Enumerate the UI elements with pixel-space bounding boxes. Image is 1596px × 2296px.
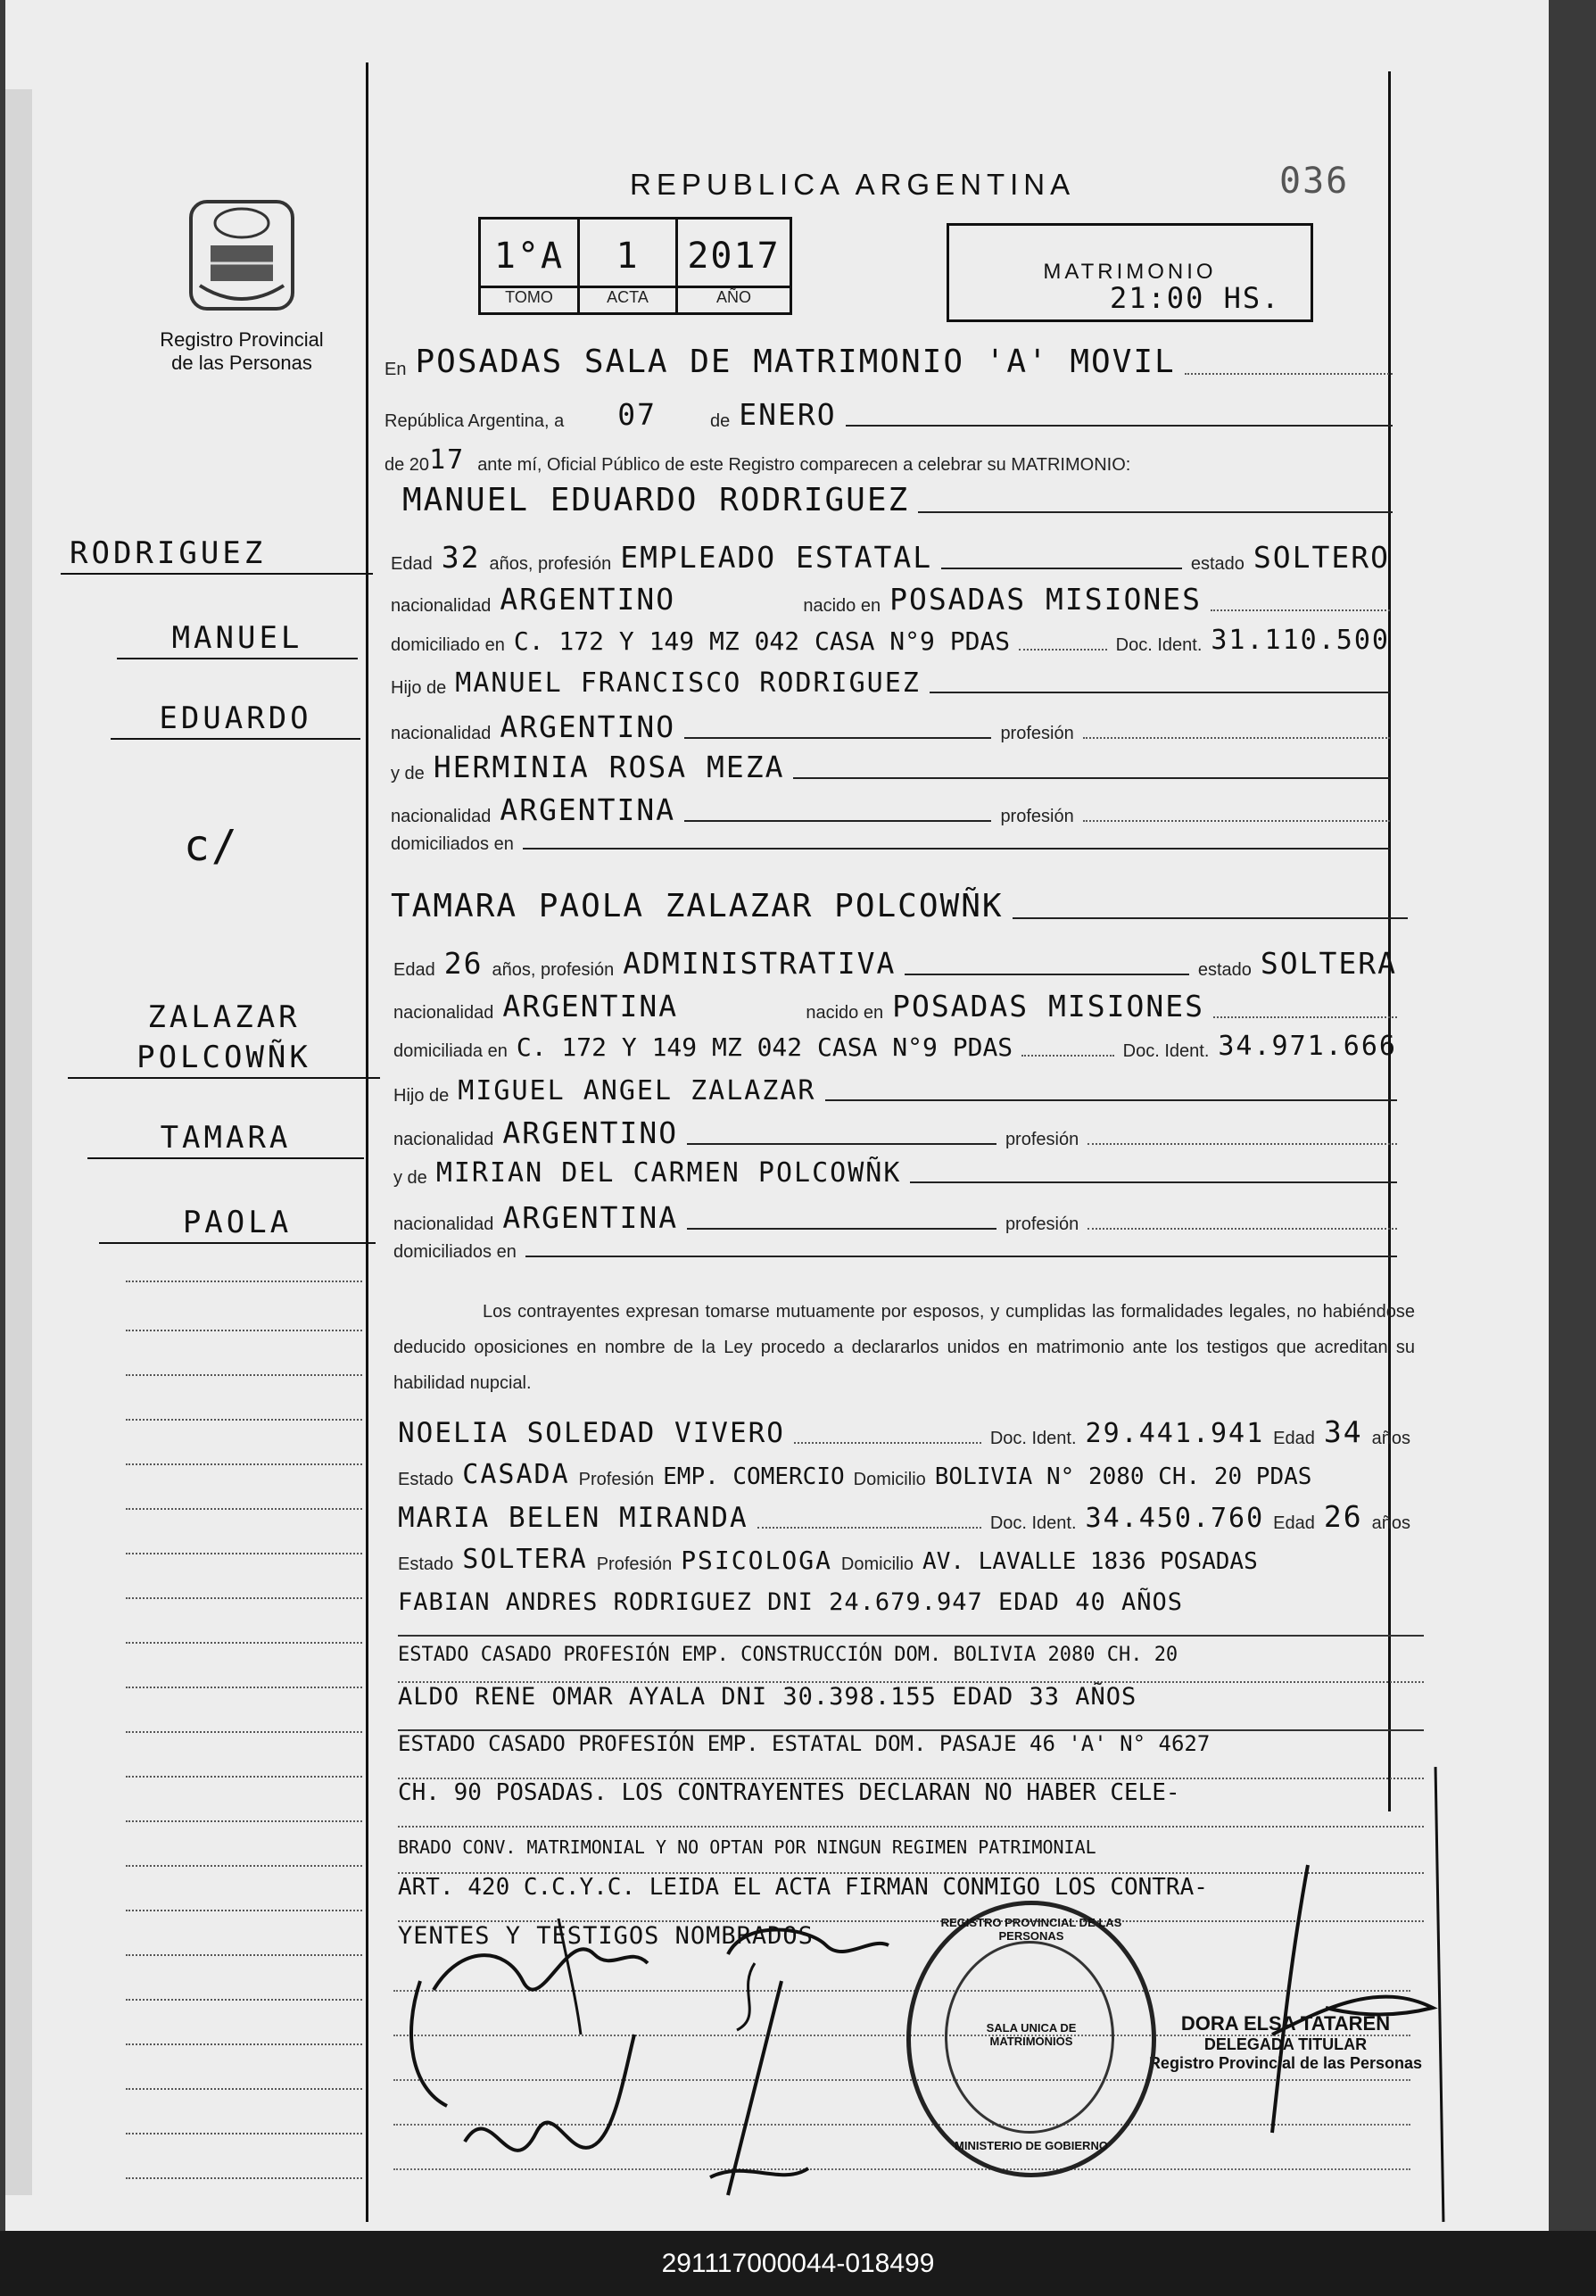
note-line: CH. 90 POSADAS. LOS CONTRAYENTES DECLARAN NO HABER CELE- xyxy=(398,1779,1424,1828)
doc-label: Doc. Ident. xyxy=(1122,1041,1210,1061)
bride-address: C. 172 Y 149 MZ 042 CASA N°9 PDAS xyxy=(516,1032,1013,1062)
margin-guide xyxy=(126,2043,362,2047)
nacionalidad-label: nacionalidad xyxy=(391,596,492,616)
bride-mother: MIRIAN DEL CARMEN POLCOWÑK xyxy=(435,1157,902,1189)
margin-bride-surname-2: POLCOWÑK xyxy=(68,1040,380,1079)
domiciliada-label: domiciliada en xyxy=(393,1041,508,1061)
margin-guide xyxy=(126,1865,362,1869)
acta-value: 1 xyxy=(616,236,640,277)
witness2-doc: 34.450.760 xyxy=(1085,1503,1265,1534)
note-line: ART. 420 C.C.Y.C. LEIDA EL ACTA FIRMAN CONMIGO LOS CONTRA- xyxy=(398,1874,1424,1922)
official-name: DORA ELSA TATAREN xyxy=(1180,2012,1391,2035)
groom-mother-nat-line xyxy=(391,792,1390,827)
margin-guide xyxy=(126,2177,362,2181)
profesion-label: Profesión xyxy=(596,1554,673,1574)
margin-guide xyxy=(126,1776,362,1779)
groom-mother-line xyxy=(391,750,1390,784)
profesion-label: profesión xyxy=(1005,1214,1079,1234)
note-line: FABIAN ANDRES RODRIGUEZ DNI 24.679.947 EDAD 40 AÑOS xyxy=(398,1588,1424,1637)
bride-mother-nationality: ARGENTINA xyxy=(502,1200,679,1235)
ceremony-month: ENERO xyxy=(739,397,837,432)
profesion-label: profesión xyxy=(1000,807,1074,826)
witness2-name: MARIA BELEN MIRANDA xyxy=(398,1502,748,1534)
domiciliados-label: domiciliados en xyxy=(393,1242,517,1262)
country-title: REPUBLICA ARGENTINA xyxy=(630,168,1076,201)
seal-ring-top: REGISTRO PROVINCIAL DE LAS PERSONAS xyxy=(940,1916,1122,1943)
ano-value: 2017 xyxy=(687,236,781,277)
witness2-domicilio: AV. LAVALLE 1836 POSADAS xyxy=(922,1548,1258,1575)
nacionalidad-label: nacionalidad xyxy=(391,807,492,826)
seal-ring-bottom: MINISTERIO DE GOBIERNO xyxy=(955,2139,1108,2152)
bride-father-line xyxy=(393,1075,1397,1107)
bride-father-nationality: ARGENTINO xyxy=(502,1115,679,1150)
groom-age-line xyxy=(391,540,1390,575)
margin-groom-name-1: MANUEL xyxy=(117,620,358,659)
groom-nationality: ARGENTINO xyxy=(500,582,676,617)
witness1-domicilio: BOLIVIA N° 2080 CH. 20 PDAS xyxy=(934,1463,1312,1490)
year-line xyxy=(385,444,1393,476)
witness1-estado: CASADA xyxy=(462,1459,570,1490)
margin-bride-name-2: PAOLA xyxy=(99,1205,376,1244)
province-emblem-icon xyxy=(184,196,300,317)
groom-birthplace: POSADAS MISIONES xyxy=(889,582,1202,617)
groom-name-line xyxy=(402,482,1393,518)
bride-mother-line xyxy=(393,1157,1397,1189)
nacionalidad-label: nacionalidad xyxy=(393,1130,494,1149)
domicilio-label: Domicilio xyxy=(853,1470,926,1489)
estado-label: Estado xyxy=(398,1470,454,1489)
margin-guide xyxy=(126,1330,362,1333)
margin-guide xyxy=(126,1642,362,1645)
estado-label: Estado xyxy=(398,1554,454,1574)
margin-guide xyxy=(126,1553,362,1556)
registry-name xyxy=(139,328,344,375)
appearance-sentence: ante mí, Oficial Público de este Registro comparecen a celebrar su MATRIMONIO: xyxy=(477,455,1131,475)
anos-label: años xyxy=(1371,1429,1410,1448)
margin-guide xyxy=(126,1419,362,1422)
witness2-age: 26 xyxy=(1323,1499,1363,1534)
doc-label: Doc. Ident. xyxy=(1115,635,1203,655)
year-prefix: de 20 xyxy=(385,455,430,475)
domicilio-label: Domicilio xyxy=(840,1554,914,1574)
registry-line-1: Registro Provincial xyxy=(160,328,324,351)
margin-guide xyxy=(126,1820,362,1824)
bride-full-name: TAMARA PAOLA ZALAZAR POLCOWÑK xyxy=(391,888,1004,924)
groom-father-nat-line xyxy=(391,709,1390,744)
bride-doc: 34.971.666 xyxy=(1218,1031,1397,1062)
document-id: 291117000044-018499 xyxy=(661,2249,935,2278)
registry-seal xyxy=(906,1901,1156,2177)
witness1-name: NOELIA SOLEDAD VIVERO xyxy=(398,1417,785,1449)
witness2-estado: SOLTERA xyxy=(462,1544,588,1575)
document-id-bar xyxy=(0,2231,1596,2296)
bride-birthplace: POSADAS MISIONES xyxy=(892,989,1204,1024)
margin-guide xyxy=(126,1508,362,1512)
witness2-detail-line xyxy=(398,1544,1415,1575)
witness-signature xyxy=(393,1963,679,2195)
nacido-label: nacido en xyxy=(803,596,881,616)
margin-bride-surname-1: ZALAZAR xyxy=(147,999,301,1035)
profession-label: años, profesión xyxy=(492,960,615,980)
bride-profession: ADMINISTRATIVA xyxy=(623,946,897,981)
margin-guide xyxy=(126,1954,362,1958)
bride-age-line xyxy=(393,946,1397,981)
official-signature xyxy=(1219,1856,1451,2142)
edad-label: Edad xyxy=(393,960,435,980)
year-suffix: 17 xyxy=(429,444,466,476)
official-stamp-block xyxy=(1138,2012,1433,2073)
bride-name-line xyxy=(391,888,1408,924)
acta-label: ACTA xyxy=(607,288,649,306)
witness2-profesion: PSICOLOGA xyxy=(681,1546,832,1575)
de-label: de xyxy=(710,411,731,431)
nacionalidad-label: nacionalidad xyxy=(393,1214,494,1234)
ceremony-place: POSADAS SALA DE MATRIMONIO 'A' MOVIL xyxy=(415,344,1176,380)
margin-connector: c/ xyxy=(184,821,239,871)
domiciliado-label: domiciliado en xyxy=(391,635,505,655)
doc-type: MATRIMONIO xyxy=(1043,260,1217,284)
nacionalidad-label: nacionalidad xyxy=(393,1003,494,1023)
groom-doc: 31.110.500 xyxy=(1211,625,1390,656)
ceremony-day: 07 xyxy=(617,397,657,432)
bride-marital: SOLTERA xyxy=(1260,946,1397,981)
groom-address: C. 172 Y 149 MZ 042 CASA N°9 PDAS xyxy=(513,626,1011,656)
bride-parents-address-line xyxy=(393,1242,1397,1263)
matrimonio-box xyxy=(947,223,1313,322)
margin-bride-name-1: TAMARA xyxy=(87,1120,364,1159)
bride-address-line xyxy=(393,1031,1397,1062)
republica-label: República Argentina, a xyxy=(385,411,565,431)
note-line: ESTADO CASADO PROFESIÓN EMP. CONSTRUCCIÓN DOM. BOLIVIA 2080 CH. 20 xyxy=(398,1637,1424,1683)
estado-label: estado xyxy=(1197,960,1252,980)
note-line: BRADO CONV. MATRIMONIAL Y NO OPTAN POR NINGUN REGIMEN PATRIMONIAL xyxy=(398,1828,1424,1874)
witness1-profesion: EMP. COMERCIO xyxy=(663,1463,845,1490)
bride-nationality-line xyxy=(393,989,1397,1024)
en-label: En xyxy=(385,360,407,379)
witness2-signature xyxy=(674,1963,853,2213)
hijo-label: Hijo de xyxy=(391,678,447,698)
bride-father: MIGUEL ANGEL ZALAZAR xyxy=(458,1075,816,1107)
margin-guide xyxy=(126,1999,362,2002)
left-margin-rule xyxy=(366,62,368,2222)
groom-age: 32 xyxy=(441,540,481,575)
doc-label: Doc. Ident. xyxy=(989,1513,1077,1533)
declaration-text: Los contrayentes expresan tomarse mutuamente por esposos, y cumplidas las formalidades legales, no habiéndose deducido oposiciones en nombre de la Ley procedo a declararlos unidos en matrimonio ante los testigos que acreditan su habilidad nupcial. xyxy=(393,1302,1415,1393)
doc-label: Doc. Ident. xyxy=(989,1429,1077,1448)
registry-line-2: de las Personas xyxy=(171,352,312,374)
note-line: ALDO RENE OMAR AYALA DNI 30.398.155 EDAD 33 AÑOS xyxy=(398,1683,1424,1731)
official-office: Registro Provincial de las Personas xyxy=(1148,2054,1423,2072)
hija-label: Hijo de xyxy=(393,1086,450,1106)
bride-father-nat-line xyxy=(393,1115,1397,1150)
note-line: YENTES Y TESTIGOS NOMBRADOS xyxy=(398,1922,814,1950)
margin-guide xyxy=(126,1597,362,1601)
margin-guide xyxy=(126,2088,362,2092)
ano-label: AÑO xyxy=(715,288,751,306)
tomo-value: 1°A xyxy=(493,236,565,277)
witness2-line xyxy=(398,1499,1410,1534)
estado-label: estado xyxy=(1190,554,1245,574)
profesion-label: profesión xyxy=(1000,724,1074,743)
page-binding xyxy=(5,89,32,2195)
place-line xyxy=(385,344,1393,380)
groom-father-nationality: ARGENTINO xyxy=(500,709,676,744)
profesion-label: Profesión xyxy=(578,1470,655,1489)
margin-guide xyxy=(126,1374,362,1378)
margin-guide xyxy=(126,1281,362,1284)
official-title: DELEGADA TITULAR xyxy=(1203,2035,1368,2053)
bride-mother-nat-line xyxy=(393,1200,1397,1235)
certificate-page xyxy=(5,0,1549,2231)
witness1-age: 34 xyxy=(1323,1414,1363,1449)
date-line xyxy=(385,397,1393,432)
tomo-acta-ano-box xyxy=(478,217,792,315)
edad-label: Edad xyxy=(1273,1429,1315,1448)
groom-profession: EMPLEADO ESTATAL xyxy=(620,540,933,575)
groom-parents-address-line xyxy=(391,834,1390,855)
page-number: 036 xyxy=(1279,161,1350,202)
edad-label: Edad xyxy=(1273,1513,1315,1533)
margin-groom-name-2: EDUARDO xyxy=(111,700,360,740)
groom-full-name: MANUEL EDUARDO RODRIGUEZ xyxy=(402,482,910,518)
ceremony-time: 21:00 HS. xyxy=(1110,281,1281,315)
nacionalidad-label: nacionalidad xyxy=(391,724,492,743)
anos-label: años xyxy=(1371,1513,1410,1533)
margin-groom-surname: RODRIGUEZ xyxy=(61,535,373,575)
groom-address-line xyxy=(391,625,1390,656)
edad-label: Edad xyxy=(391,554,433,574)
tomo-label: TOMO xyxy=(505,288,553,306)
domiciliados-label: domiciliados en xyxy=(391,834,514,854)
groom-father: MANUEL FRANCISCO RODRIGUEZ xyxy=(455,667,921,699)
groom-mother-nationality: ARGENTINA xyxy=(500,792,676,827)
witness1-doc: 29.441.941 xyxy=(1085,1418,1265,1449)
groom-nationality-line xyxy=(391,582,1390,617)
witness1-line xyxy=(398,1414,1410,1449)
y-de-label: y de xyxy=(393,1168,427,1188)
margin-guide xyxy=(126,1910,362,1913)
nacido-label: nacido en xyxy=(806,1003,884,1023)
margin-guide xyxy=(126,1687,362,1690)
margin-guide xyxy=(126,1731,362,1735)
witness1-detail-line xyxy=(398,1459,1415,1490)
groom-marital: SOLTERO xyxy=(1253,540,1390,575)
note-line: ESTADO CASADO PROFESIÓN EMP. ESTATAL DOM. PASAJE 46 'A' N° 4627 xyxy=(398,1731,1424,1779)
profession-label: años, profesión xyxy=(489,554,612,574)
margin-guide xyxy=(126,2133,362,2136)
profesion-label: profesión xyxy=(1005,1130,1079,1149)
bride-age: 26 xyxy=(443,946,484,981)
seal-inner-text: SALA UNICA DE MATRIMONIOS xyxy=(986,2021,1077,2048)
y-de-label: y de xyxy=(391,764,425,783)
bride-nationality: ARGENTINA xyxy=(502,989,679,1024)
groom-father-line xyxy=(391,667,1390,699)
margin-guide xyxy=(126,1463,362,1467)
groom-mother: HERMINIA ROSA MEZA xyxy=(433,750,785,784)
